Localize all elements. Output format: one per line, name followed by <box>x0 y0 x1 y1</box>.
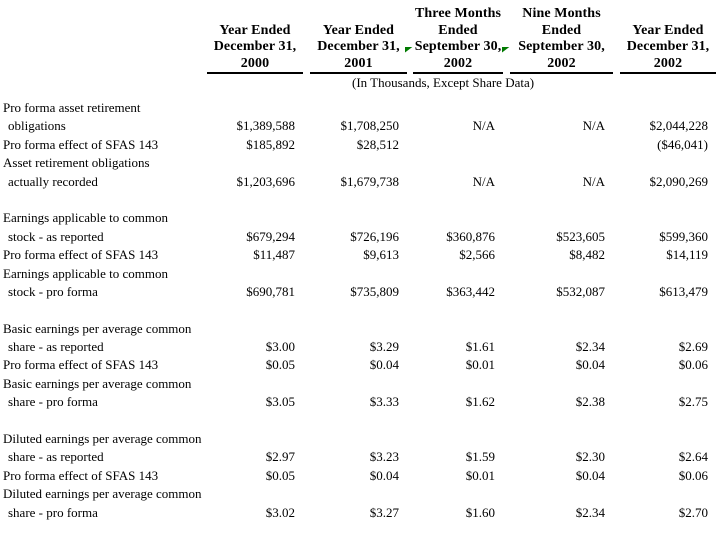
col-header-line: Ended <box>541 22 582 38</box>
col-header-line: 2001 <box>344 55 373 71</box>
col-header-line: Ended <box>438 22 478 38</box>
cell-value: $28,512 <box>356 136 399 152</box>
table-row <box>0 117 718 135</box>
table-row <box>0 467 718 485</box>
cell-value: $726,196 <box>350 228 399 244</box>
row-label: share - as reported <box>8 339 104 355</box>
table-row <box>0 246 718 264</box>
table-row <box>0 265 718 283</box>
table-row <box>0 504 718 522</box>
row-label: Pro forma asset retirement <box>3 100 141 115</box>
col-header-line: Year Ended <box>322 22 395 38</box>
col-header-line: Three Months <box>414 6 502 21</box>
cell-value: $9,613 <box>363 247 399 263</box>
row-label: share - pro forma <box>8 394 98 410</box>
cell-value: $2,566 <box>459 247 495 263</box>
table-row <box>0 228 718 246</box>
table-row <box>0 485 718 503</box>
col-header-box <box>620 3 716 74</box>
cell-value: $3.05 <box>265 394 295 410</box>
cell-value: $1,389,588 <box>236 118 295 134</box>
cell-value: $1,203,696 <box>236 173 295 189</box>
cell-value: $14,119 <box>666 247 708 263</box>
cell-value: $363,442 <box>446 283 495 299</box>
cell-value: $0.05 <box>265 467 295 483</box>
col-header-line: 2002 <box>547 55 576 71</box>
cell-value: $2,044,228 <box>649 118 708 134</box>
cell-value: $3.27 <box>369 504 399 520</box>
col-header-line: 2002 <box>443 55 473 71</box>
row-label: Pro forma effect of SFAS 143 <box>3 247 159 263</box>
cell-value: $2.70 <box>678 504 708 520</box>
table-row <box>0 283 718 301</box>
spacer-row <box>0 412 718 430</box>
table-row <box>0 375 718 393</box>
cell-value: $1.60 <box>465 504 495 520</box>
cell-value: $613,479 <box>659 283 708 299</box>
cell-value: $2.75 <box>678 394 708 410</box>
cell-value: $599,360 <box>659 228 708 244</box>
cell-value: $3.23 <box>369 449 399 465</box>
col-header-line: 2002 <box>653 55 683 71</box>
table-row <box>0 320 718 338</box>
row-label: Pro forma effect of SFAS 143 <box>3 357 159 373</box>
cell-value: N/A <box>582 173 605 189</box>
cell-value: $2.97 <box>265 449 295 465</box>
table-row <box>0 154 718 172</box>
col-header-line-text: September 30, <box>414 39 502 54</box>
row-label: share - pro forma <box>8 504 98 520</box>
col-header-three-months-2002 <box>407 3 503 72</box>
col-header-line: December 31, <box>317 39 400 54</box>
table-row <box>0 136 718 154</box>
col-header-line: Year Ended <box>219 22 291 38</box>
cell-value: $11,487 <box>253 247 295 263</box>
table-row <box>0 356 718 374</box>
cell-value: $1.59 <box>465 449 495 465</box>
units-note: (In Thousands, Except Share Data) <box>352 75 535 90</box>
header-spacer <box>0 3 205 72</box>
change-marker-icon <box>502 47 510 53</box>
cell-value: $0.05 <box>265 357 295 373</box>
cell-value: $0.06 <box>678 357 708 373</box>
cell-value: $0.04 <box>369 357 399 373</box>
table-row <box>0 430 718 448</box>
cell-value: ($46,041) <box>657 136 708 152</box>
row-label: Asset retirement obligations <box>3 155 150 171</box>
cell-value: $0.01 <box>465 357 495 373</box>
table-row <box>0 448 718 466</box>
spacer-row <box>0 301 718 319</box>
cell-value: $3.00 <box>265 339 295 355</box>
cell-value: $690,781 <box>246 283 295 299</box>
row-label: Diluted earnings per average common <box>3 431 202 447</box>
cell-value: N/A <box>582 118 605 134</box>
cell-value: $0.04 <box>369 467 399 483</box>
col-header-line <box>510 39 613 56</box>
row-label: Pro forma effect of SFAS 143 <box>3 136 159 152</box>
cell-value: $1.61 <box>465 339 495 355</box>
row-label: Diluted earnings per average common <box>3 486 202 502</box>
table-body <box>0 99 718 522</box>
cell-value: $735,809 <box>350 283 399 299</box>
col-header-line: Nine Months <box>522 6 601 21</box>
cell-value: $2.34 <box>575 504 605 520</box>
col-header-year-ended-2000 <box>205 3 303 72</box>
cell-value: $3.02 <box>265 504 295 520</box>
col-header-line-text: September 30, <box>518 39 605 54</box>
row-label: stock - as reported <box>8 228 104 244</box>
cell-value: $0.01 <box>465 467 495 483</box>
col-header-line: December 31, <box>626 39 710 54</box>
cell-value: $2.34 <box>575 339 605 355</box>
col-header-line: December 31, <box>213 39 297 54</box>
cell-value: $2.69 <box>678 339 708 355</box>
cell-value: N/A <box>472 173 495 189</box>
cell-value: $0.04 <box>575 467 605 483</box>
col-header-box <box>413 3 503 74</box>
cell-value: $1,708,250 <box>340 118 399 134</box>
table-row <box>0 338 718 356</box>
cell-value: $2,090,269 <box>649 173 708 189</box>
row-label: Basic earnings per average common <box>3 320 192 336</box>
cell-value: $2.64 <box>678 449 708 465</box>
row-label: Earnings applicable to common <box>3 265 168 281</box>
cell-value: $523,605 <box>556 228 605 244</box>
cell-value: N/A <box>472 118 495 134</box>
cell-value: $0.04 <box>575 357 605 373</box>
cell-value: $532,087 <box>556 283 605 299</box>
col-header-box <box>207 3 303 74</box>
cell-value: $1.62 <box>465 394 495 410</box>
cell-value: $3.29 <box>369 339 399 355</box>
row-label: stock - pro forma <box>8 283 98 299</box>
row-label: Earnings applicable to common <box>3 210 168 226</box>
table-header-row <box>0 3 718 72</box>
row-label: Basic earnings per average common <box>3 375 192 391</box>
spacer-row <box>0 191 718 209</box>
cell-value: $679,294 <box>246 228 295 244</box>
table-row <box>0 99 718 117</box>
cell-value: $3.33 <box>369 394 399 410</box>
cell-value: $2.30 <box>575 449 605 465</box>
cell-value: $2.38 <box>575 394 605 410</box>
col-header-line <box>413 39 503 56</box>
table-row <box>0 393 718 411</box>
cell-value: $360,876 <box>446 228 495 244</box>
col-header-nine-months-2002 <box>503 3 613 72</box>
col-header-line: 2000 <box>240 55 270 71</box>
col-header-year-ended-2001 <box>303 3 407 72</box>
row-label: obligations <box>8 118 66 134</box>
cell-value: $8,482 <box>569 247 605 263</box>
row-label: Pro forma effect of SFAS 143 <box>3 467 159 483</box>
table-row <box>0 209 718 227</box>
table-row <box>0 173 718 191</box>
col-header-line: Year Ended <box>632 22 704 38</box>
row-label: actually recorded <box>8 173 98 189</box>
col-header-box <box>310 3 407 74</box>
row-label: share - as reported <box>8 449 104 465</box>
cell-value: $1,679,738 <box>340 173 399 189</box>
cell-value: $185,892 <box>246 136 295 152</box>
cell-value: $0.06 <box>678 467 708 483</box>
col-header-box <box>510 3 613 74</box>
col-header-year-ended-2002 <box>613 3 716 72</box>
